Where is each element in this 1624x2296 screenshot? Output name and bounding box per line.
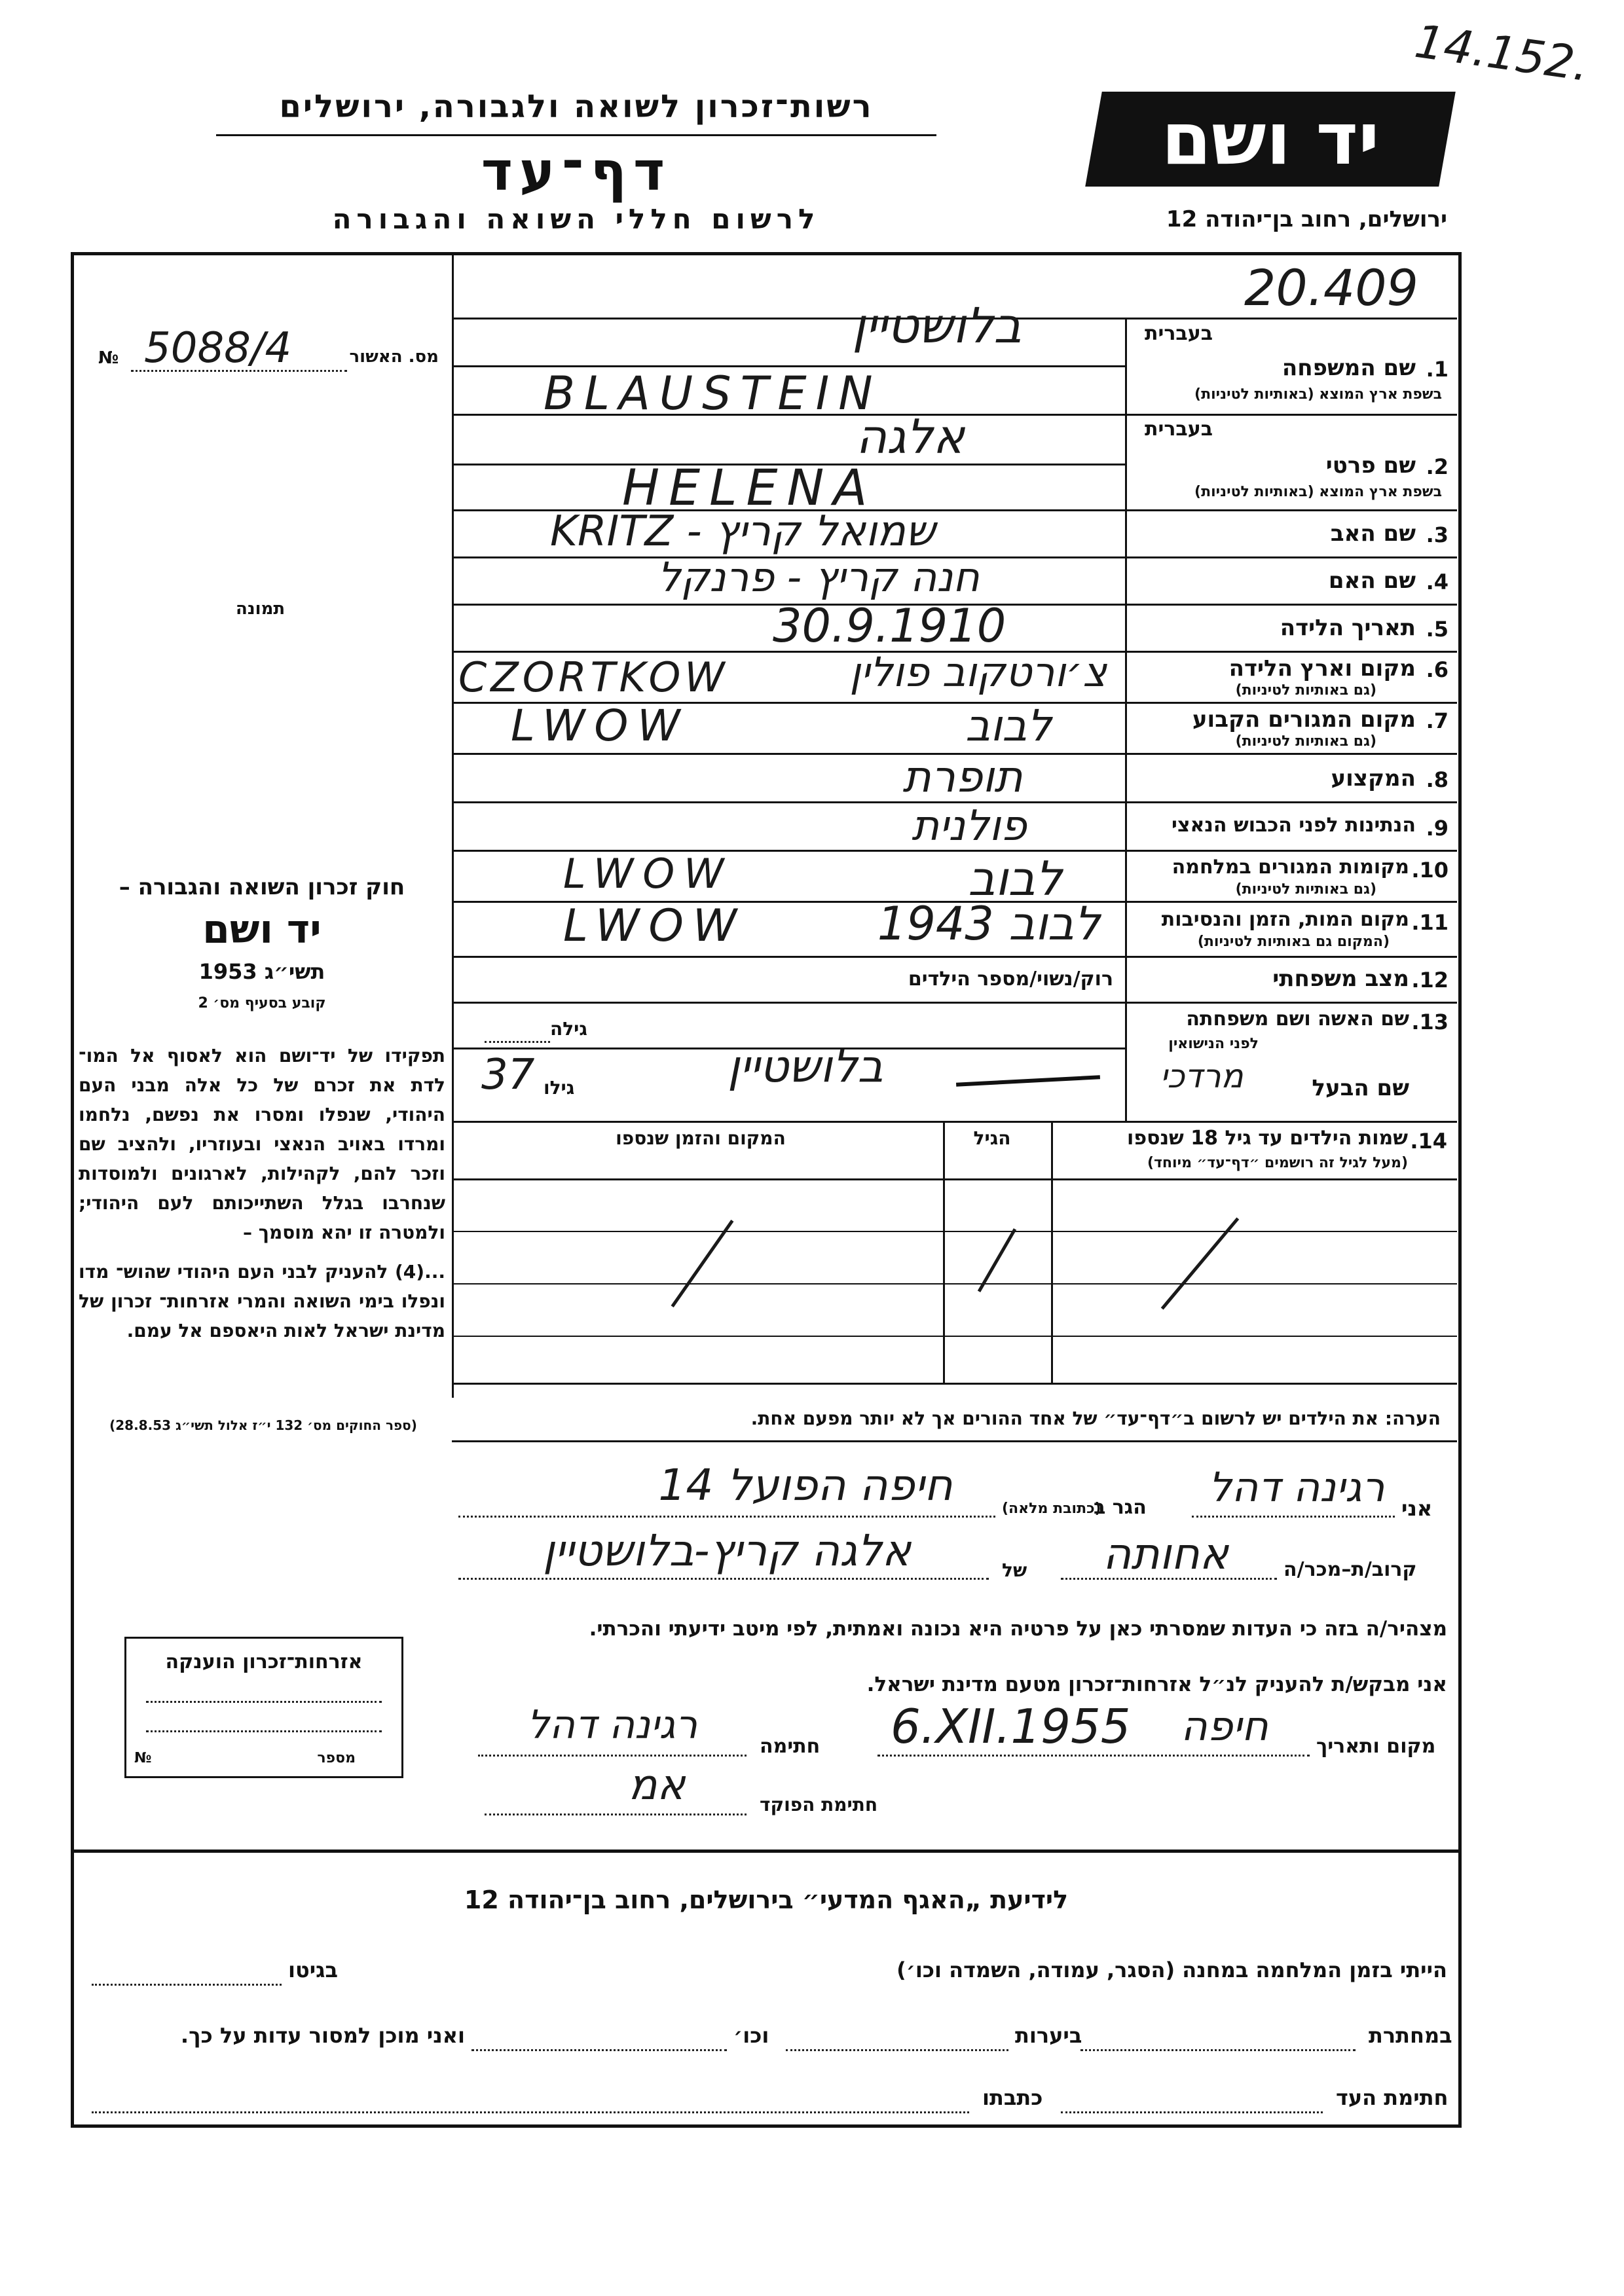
decl-signature-label: חתימה [760, 1735, 821, 1758]
birthplace-label: מקום וארץ הלידה [1228, 655, 1416, 682]
war-residence-latin: LWOW [563, 850, 733, 898]
husband-age-label: גילו [544, 1077, 575, 1099]
decl-date-line [877, 1755, 1310, 1757]
footer-etc-dots [471, 2049, 727, 2051]
approval-row [85, 324, 439, 373]
left-column-divider [452, 255, 454, 1398]
footer-line1: הייתי בזמן המלחמה במחנה (הסגר, עמודה, השמדה וכו׳) [896, 1958, 1447, 1982]
field-row-birthdate [1128, 605, 1449, 651]
law-name: יד ושם [202, 907, 322, 953]
decl-relation-line [1061, 1578, 1277, 1580]
firstname-label: שם פרטי [1325, 452, 1416, 479]
footer-address-dots [92, 2111, 969, 2113]
decl-date-value: 6.XII.1955 [891, 1699, 1131, 1754]
page-number: 20.409 [1244, 259, 1418, 317]
footer-line1-dots [92, 1984, 282, 1986]
birthdate-value: 30.9.1910 [773, 599, 1006, 653]
footer-forests-dots [786, 2049, 1008, 2051]
approval-line [131, 370, 347, 372]
citizenship-number-label: מספר [317, 1750, 356, 1766]
mother-value: חנה קריץ - פרנקל [657, 553, 980, 601]
field-row-citizenship [1128, 803, 1449, 850]
marital-value: רוק/נשוי/מספר הילדים [908, 968, 1113, 991]
law-ref: (ספר החוקים מס׳ 132 י״ז אלול תשי״ג 28.8.53) [109, 1417, 417, 1433]
children-note: (מעל לגיל זה רושמים ״דף־עד״ מיוחד) [1147, 1155, 1408, 1171]
firstname-note: בשפת ארץ המוצא (באותיות לטיניות) [1194, 484, 1442, 500]
residence-label: מקום המגורים הקבוע [1192, 706, 1416, 733]
children-header [1054, 1123, 1447, 1176]
war-residence-note: (גם באותיות לטיניות) [1235, 881, 1376, 898]
archive-number: 14.152. [1411, 14, 1593, 92]
death-num: 11. [1411, 910, 1449, 935]
decl-request: אני מבקש/ת להעניק לנ״ל אזרחות־זכרון מטעם מדינת ישראל. [866, 1673, 1447, 1696]
row-rule-13 [452, 1121, 1457, 1123]
decl-of-label: של [1002, 1559, 1027, 1581]
footer-witness-sig: חתימת העד [1336, 2085, 1449, 2110]
decl-resides-label: הגר ב [1094, 1496, 1147, 1519]
footer-rule [71, 1850, 1458, 1853]
surname-hebrew: בלושטיין [852, 298, 1022, 354]
husband-label: שם הבעל [1312, 1075, 1409, 1101]
form-subtitle: לרשום חללי השואה והגבורה [332, 203, 821, 235]
wife-age-label: גילה [550, 1018, 587, 1040]
profession-value: תופרת [902, 752, 1023, 802]
header-address: ירושלים, רחוב בן־יהודה 12 [1166, 206, 1447, 232]
birthplace-num: 6. [1426, 657, 1449, 682]
marital-num: 12. [1411, 968, 1449, 993]
approval-no-label: № [98, 348, 119, 368]
husband-value: מרדכי [1160, 1057, 1244, 1095]
decl-address: חיפה הפועל 14 [658, 1460, 953, 1510]
citizenship-label: הנתינות לפני הכבוש הנאצי [1172, 814, 1416, 837]
footer-willing: ואני מוכן למסור עדות על כך. [180, 2023, 465, 2048]
law-text-1: תפקידו של יד־ושם הוא לאסוף אל המו־ לדת את זכרם של כל אלה מבני העם היהודי, שנפלו ומסרו את נפשם, נלחמו ומרדו באויב הנאצי ובעוזריו, ולהציב שם וזכר להם, לקהילות, לארגונים ולמוסדות שנחרבו בגלל השתייכותם לעם היהודי; ולמטרה זו יהא מוסמך – [79, 1045, 445, 1243]
residence-latin: LWOW [511, 701, 690, 751]
children-col-age: הגיל [973, 1127, 1011, 1149]
footer-witness-dots [1061, 2111, 1323, 2113]
birthplace-value: צ׳ורטקוב פולין [849, 648, 1107, 696]
field-row-profession [1128, 754, 1449, 801]
death-note: (המקום גם באותיות לטיניות) [1197, 934, 1390, 950]
footer-address: כתבתו [982, 2085, 1043, 2110]
citizenship-line-1 [146, 1701, 382, 1703]
field-row-marital [1128, 957, 1449, 1002]
law-year: תשי״ג 1953 [198, 959, 325, 984]
children-label: שמות הילדים עד גיל 18 שנספו [1127, 1127, 1408, 1150]
children-col-divider-1 [1051, 1121, 1053, 1383]
birthplace-latin: CZORTKOW [458, 653, 729, 701]
decl-i-label: אני [1401, 1496, 1433, 1521]
law-clause: קובע בסעיף מס׳ 2 [198, 995, 326, 1011]
war-residence-value: לבוב [968, 851, 1062, 906]
decl-address-line [458, 1516, 995, 1518]
surname-latin: BLAUSTEIN [544, 367, 882, 420]
husband-age: 37 [481, 1051, 535, 1099]
decl-of-line [458, 1578, 989, 1580]
law-title: חוק זכרון השואה והגבורה – [119, 874, 405, 900]
decl-clerk-label: חתימת הפוקד [760, 1794, 878, 1815]
decl-relation-value: אחותה [1103, 1529, 1228, 1579]
decl-resides-note: (כתובת מלאה) [1002, 1501, 1101, 1517]
profession-label: המקצוע [1331, 765, 1416, 792]
field-row-residence [1128, 703, 1449, 753]
war-residence-label: מקומות המגורים במלחמה [1172, 856, 1409, 879]
surname-lang: בעברית [1145, 322, 1213, 345]
field-row-surname [1128, 321, 1449, 412]
decl-place-date-label: מקום ותאריך [1316, 1735, 1436, 1758]
footer-forests: ביערות [1015, 2023, 1082, 2048]
field-row-war-residence [1128, 851, 1449, 901]
firstname-latin: HELENA [622, 458, 877, 517]
logo-text: יד ושם [1161, 97, 1380, 181]
children-col-divider-2 [943, 1121, 945, 1383]
firstname-lang: בעברית [1145, 418, 1213, 441]
decl-signature-line [478, 1755, 747, 1757]
residence-num: 7. [1426, 708, 1449, 733]
surname-num: 1. [1426, 357, 1449, 382]
law-text-2: ...(4) להעניק לבני העם היהודי שהוש־ מדו ונפלו בימי השואה והמרי אזרחות־ זכרון של מדינת ישראל לאות היאספם אל עמם. [79, 1261, 445, 1341]
citizenship-value: פולנית [912, 802, 1027, 850]
wife-age-line [485, 1041, 550, 1043]
birthdate-num: 5. [1426, 617, 1449, 642]
birthdate-label: תאריך הלידה [1280, 615, 1416, 641]
decl-i-line [1192, 1516, 1395, 1518]
field-row-birthplace [1128, 652, 1449, 702]
residence-note: (גם באותיות לטיניות) [1235, 733, 1376, 750]
citizenship-box [124, 1637, 403, 1778]
decl-relation-label: קרוב/ת–מכר/ה [1283, 1558, 1417, 1581]
field-row-mother [1128, 558, 1449, 604]
death-value: לבוב 1943 [877, 897, 1100, 951]
children-col-place: המקום והזמן שנספו [616, 1127, 786, 1149]
firstname-num: 2. [1426, 454, 1449, 479]
children-row-rule-1 [452, 1231, 1457, 1232]
spouse-note: לפני הנישואין [1168, 1036, 1259, 1052]
footer-ghetto: בגיטו [288, 1958, 338, 1982]
header-rule [216, 134, 936, 136]
children-header-rule [452, 1178, 1457, 1180]
field-row-death [1128, 902, 1449, 956]
decl-statement: מצהיר/ה בזה כי העדות שמסרתי כאן על פרטיה היא נכונה ואמתית, לפי מיטב ידיעתי והכרתי. [589, 1617, 1447, 1641]
form-title: דף־עד [481, 141, 672, 203]
residence-value: לבוב [965, 701, 1052, 751]
citizenship-title: אזרחות־זכרון הוענקה [165, 1650, 363, 1673]
firstname-hebrew: אלגה [856, 409, 965, 464]
decl-signature-value: רגינה דהל [526, 1702, 698, 1748]
mother-label: שם האם [1328, 568, 1416, 594]
footer-underground: במחתרת [1369, 2023, 1452, 2048]
decl-clerk-line [485, 1813, 747, 1815]
footer-title: לידיעת „האגף המדעי״ בירושלים, רחוב בן־יהודה 12 [464, 1886, 1069, 1914]
spouse-num: 13. [1411, 1010, 1449, 1034]
father-label: שם האב [1330, 520, 1416, 547]
father-value: שמואל קריץ - KRITZ [550, 507, 936, 556]
children-row-rule-2 [452, 1283, 1457, 1285]
remark-text: הערה: את הילדים יש לרשום ב״דף־עד״ של אחד ההורים אך לא יותר מפעם אחת. [750, 1408, 1441, 1429]
spouse-label: שם האשה ושם משפחתה [1186, 1008, 1409, 1030]
approval-number: 5088/4 [144, 324, 292, 373]
children-num: 14. [1410, 1129, 1447, 1154]
authority-title: רשות־זכרון לשואה ולגבורה, ירושלים [279, 88, 874, 125]
children-row-rule-3 [452, 1336, 1457, 1337]
children-bottom-rule [452, 1383, 1457, 1385]
citizenship-line-2 [146, 1730, 382, 1732]
footer-underground-dots [1080, 2049, 1356, 2051]
death-label: מקום המות, הזמן והנסיבות [1161, 908, 1409, 931]
father-num: 3. [1426, 522, 1449, 547]
approval-label: מס. האשור [349, 347, 439, 367]
decl-place-value: חיפה [1181, 1702, 1268, 1750]
birthplace-note: (גם באותיות לטיניות) [1235, 682, 1376, 699]
surname-label: שם המשפחה [1282, 355, 1416, 381]
surname-note: בשפת ארץ המוצא (באותיות לטיניות) [1194, 386, 1442, 403]
field-row-firstname [1128, 416, 1449, 508]
footer-etc: וכו׳ [733, 2023, 769, 2048]
marital-label: מצב משפחתי [1272, 966, 1409, 992]
citizenship-num: 9. [1426, 816, 1449, 841]
husband-surname: בלושטיין [728, 1041, 883, 1093]
field-row-father [1128, 511, 1449, 556]
yad-vashem-logo [1085, 92, 1456, 187]
war-residence-num: 10. [1411, 858, 1449, 883]
photo-label: תמונה [236, 599, 286, 619]
decl-clerk-value: אמ [629, 1761, 686, 1810]
death-latin: LWOW [563, 900, 747, 952]
decl-of-value: אלגה קריץ-בלושטיין [543, 1525, 911, 1576]
citizenship-no-label: № [134, 1750, 152, 1766]
remark-rule [452, 1440, 1457, 1442]
mother-num: 4. [1426, 570, 1449, 594]
profession-num: 8. [1426, 767, 1449, 792]
decl-i-value: רגינה דהל [1208, 1463, 1385, 1511]
